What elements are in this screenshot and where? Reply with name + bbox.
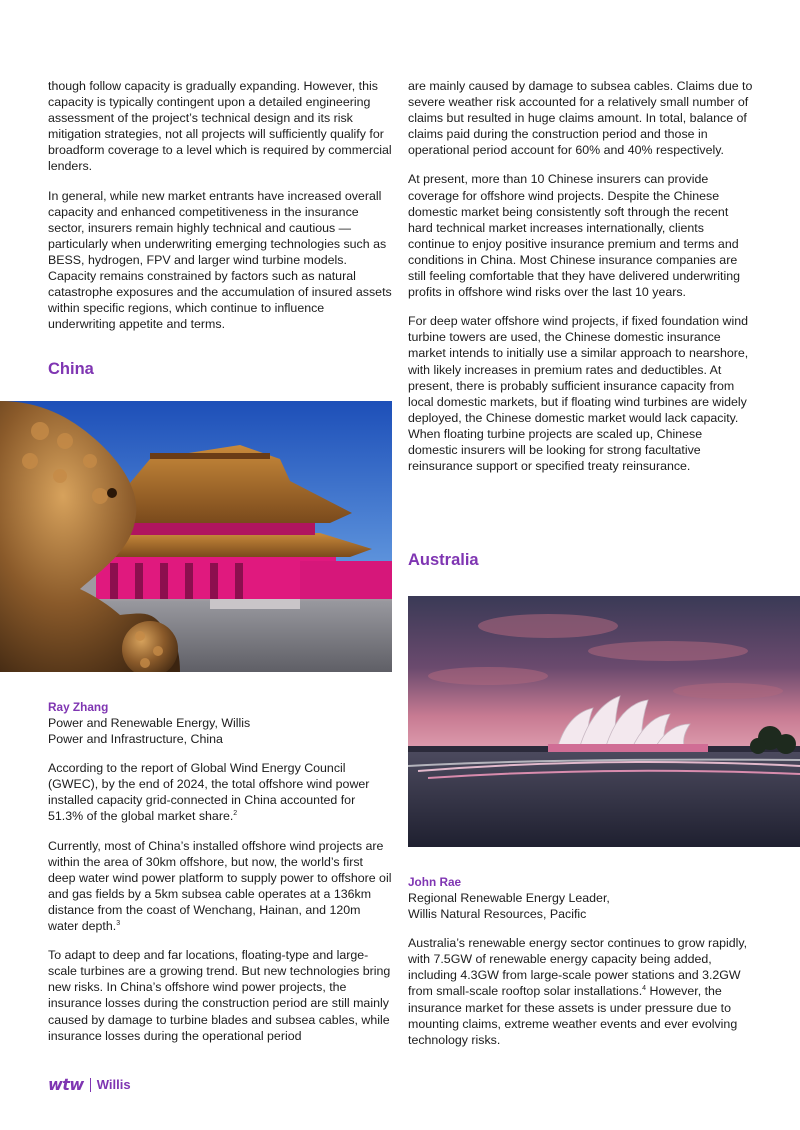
australia-section: [408, 874, 753, 1048]
willis-logo-text: Willis: [96, 1077, 131, 1092]
body-paragraph: are mainly caused by damage to subsea cables. Claims due to severe weather risk accounted for a relatively small number of claims but resulted in huge claims amount. In total, balance of claims paid during the construction period and those in operational period account for 60% and 40% respectively.: [408, 79, 753, 158]
body-paragraph: To adapt to deep and far locations, floating-type and large-scale turbines are a growing trend. But new technologies bring new risks. In China’s offshore wind power projects, the insurance losses during the construction period are still mainly caused by damage to turbine blades and subsea cables, while insurance losses during the operational period: [48, 948, 391, 1043]
author-role: Regional Renewable Energy Leader,: [408, 891, 610, 905]
body-paragraph: [48, 838, 393, 935]
footnote-ref[interactable]: 2: [233, 810, 238, 818]
author-name: John Rae: [408, 875, 462, 889]
section-heading-china: China: [48, 360, 94, 378]
china-section: [48, 699, 393, 1044]
body-paragraph: though follow capacity is gradually expanding. However, this capacity is typically contingent upon a detailed engineering assessment of the project’s technical design and its risk mitigation strategies, not all projects will sufficiently qualify for broadform coverage to a level which is required by commercial lenders.: [48, 79, 392, 174]
author-name: Ray Zhang: [48, 700, 109, 714]
forbidden-city-photo: [0, 401, 392, 672]
author-role: Willis Natural Resources, Pacific: [408, 907, 587, 922]
author-role: Power and Infrastructure, China: [48, 732, 223, 747]
section-heading-australia: Australia: [408, 551, 479, 569]
left-column: [48, 78, 393, 332]
paragraph-text: Australia’s renewable energy sector continues to grow rapidly, with 7.5GW of renewable energy capacity being added, including 4.3GW from large-scale power stations and 3.2GW from small-scale rooftop solar installations.: [408, 936, 748, 999]
body-paragraph: [408, 935, 753, 1048]
paragraph-text: Currently, most of China’s installed offshore wind projects are within the area of 30km offshore, but now, the world’s first deep water wind power platform to supply power to offshore oil and gas fields by a 5km subsea cable operates at a 136km distance from the coast of Wenchang, Hainan, and 120m water depth.: [48, 838, 392, 934]
body-paragraph: In general, while new market entrants have increased overall capacity and enhanced competitiveness in the insurance sector, insurers remain highly technical and cautious — particularly when underwriting emerging technologies such as BESS, hydrogen, FPV and larger wind turbine models. Capacity remains constrained by factors such as natural catastrophe exposures and the accumulation of insured assets within specific regions, which continue to influence underwriting appetite and terms.: [48, 188, 392, 332]
paragraph-text: However, the insurance market for these assets is under pressure due to mounting claims, extreme weather events and ever evolving technology risks.: [408, 984, 738, 1047]
right-column: [408, 78, 753, 474]
footer-logo: [48, 1075, 131, 1094]
body-paragraph: At present, more than 10 Chinese insurers can provide coverage for offshore wind projects. Despite the Chinese domestic market being consistently soft through the recent hard technical market increases internationally, clients continue to enjoy positive insurance premium and terms and conditions in China. Most Chinese insurance companies are still feeling comfortable that they have delivered underwriting profits in offshore wind risks over the last 10 years.: [408, 172, 740, 300]
paragraph-text: According to the report of Global Wind Energy Council (GWEC), by the end of 2024, the total offshore wind power installed capacity grid-connected in China accounted for 51.3% of the global market share.: [48, 761, 370, 824]
wtw-logo: wtw: [48, 1075, 84, 1094]
body-paragraph: For deep water offshore wind projects, if fixed foundation wind turbine towers are used, the Chinese domestic insurance market intends to initially use a similar approach to nearshore, with likely increases in premium rates and deductibles. At present, there is probably sufficient insurance capacity from local domestic markets, but if floating wind turbines are widely deployed, the Chinese domestic market would lack capacity. When floating turbine projects are scaled up, Chinese domestic insurers will be looking for strong facultative reinsurance support or specified treaty reinsurance.: [408, 314, 749, 474]
author-role: Power and Renewable Energy, Willis: [48, 716, 251, 730]
body-paragraph: [48, 760, 393, 824]
sydney-opera-house-photo: [408, 596, 800, 847]
footnote-ref[interactable]: 4: [642, 985, 647, 993]
footnote-ref[interactable]: 3: [116, 919, 121, 927]
logo-divider: [90, 1078, 91, 1092]
